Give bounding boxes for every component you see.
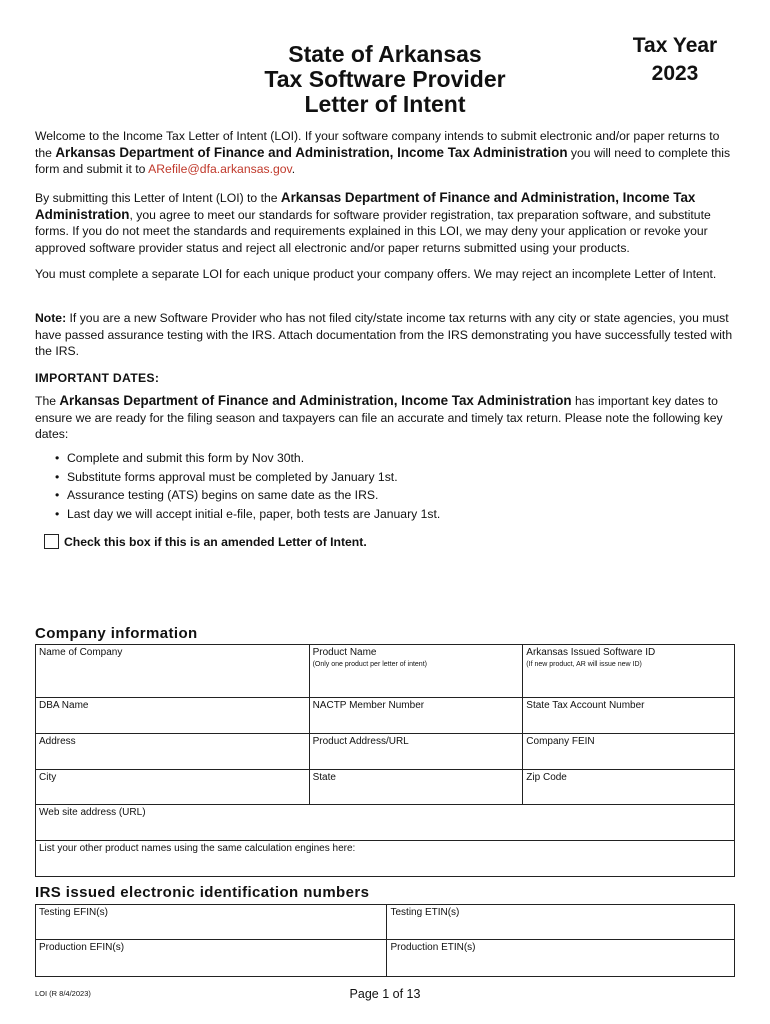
document-title — [200, 42, 570, 117]
amended-row — [44, 534, 367, 549]
email-link[interactable]: ARefile@dfa.arkansas.gov — [148, 162, 292, 176]
irs-numbers-table — [35, 904, 735, 977]
important-dates-paragraph — [35, 393, 735, 443]
agency-name-2: Arkansas Department of Finance and Administration, Income Tax Administration — [35, 190, 696, 222]
intro-paragraph — [35, 128, 735, 178]
production-etin-field[interactable] — [387, 940, 735, 977]
title-line-1: State of Arkansas — [288, 41, 482, 67]
amended-checkbox[interactable] — [44, 534, 59, 549]
intro-text-2: you will need to complete this form and submit it to — [35, 145, 731, 176]
company-info-table — [35, 644, 735, 877]
state-tax-account-field[interactable] — [523, 698, 735, 734]
dba-name-field[interactable] — [36, 698, 310, 734]
agreement-text: By submitting this Letter of Intent (LOI) to the — [35, 191, 281, 205]
field-label: Company FEIN — [526, 736, 595, 747]
name-of-company-field[interactable] — [36, 645, 310, 698]
title-line-3: Letter of Intent — [304, 91, 466, 117]
field-label: Testing ETIN(s) — [390, 907, 460, 918]
agency-name: Arkansas Department of Finance and Administration, Income Tax Administration — [55, 144, 568, 160]
field-label: Zip Code — [526, 772, 567, 783]
field-note: (If new product, AR will issue new ID) — [526, 661, 642, 668]
dates-text: The — [35, 394, 60, 408]
field-label: List your other product names using the same calculation engines here: — [39, 843, 356, 854]
list-item: • Last day we will accept initial e-file, paper, both tests are January 1st. — [55, 505, 440, 524]
field-label: Address — [39, 736, 76, 747]
field-label: Arkansas Issued Software ID — [526, 647, 656, 658]
product-name-field[interactable] — [309, 645, 523, 698]
dates-text-2: has important key dates to ensure we are ready for the filing season and taxpayers can file an accurate and timely tax return. Please note the following key dates: — [35, 394, 723, 441]
irs-heading: IRS issued electronic identification numbers — [35, 884, 370, 901]
field-label: City — [39, 772, 57, 783]
form-code: LOI (R 8/4/2023) — [35, 989, 91, 998]
product-address-field[interactable] — [309, 734, 523, 770]
nactp-field[interactable] — [309, 698, 523, 734]
field-label: Web site address (URL) — [39, 807, 146, 818]
field-note: (Only one product per letter of intent) — [312, 661, 427, 668]
list-item: • Complete and submit this form by Nov 30th. — [55, 449, 440, 468]
tax-year-block — [620, 32, 730, 88]
list-item: • Assurance testing (ATS) begins on same date as the IRS. — [55, 486, 440, 505]
note-text: If you are a new Software Provider who has not filed city/state income tax returns with any city or state agencies, you must have passed assurance testing with the IRS. Attach documentation from the IRS demonstrating you have successfully tested with the IRS. — [35, 311, 733, 358]
list-item: • Substitute forms approval must be completed by January 1st. — [55, 468, 440, 487]
company-info-heading: Company information — [35, 625, 198, 642]
agreement-text-2: , you agree to meet our standards for software provider registration, tax preparation software, and substitute forms. If you do not meet the standards and requirements explained in this LOI, we may deny your application or revoke your approved software provider status and reject all electronic and/or paper returns submitted using your products. — [35, 207, 711, 255]
field-label: DBA Name — [39, 700, 89, 711]
agency-name-3: Arkansas Department of Finance and Administration, Income Tax Administration — [59, 393, 572, 408]
field-label: Product Name — [312, 647, 377, 658]
field-label: Production EFIN(s) — [39, 942, 125, 953]
testing-etin-field[interactable] — [387, 905, 735, 940]
amended-label: Check this box if this is an amended Letter of Intent. — [64, 534, 367, 549]
agreement-paragraph — [35, 190, 735, 256]
intro-text: Welcome to the Income Tax Letter of Intent (LOI). If your software company intends to submit electronic and/or paper returns to the — [35, 129, 720, 160]
intro-period: . — [291, 162, 296, 176]
field-label: State Tax Account Number — [526, 700, 645, 711]
zip-field[interactable] — [523, 770, 735, 805]
testing-efin-field[interactable] — [36, 905, 387, 940]
city-field[interactable] — [36, 770, 310, 805]
website-field[interactable] — [36, 805, 735, 841]
field-label: Production ETIN(s) — [390, 942, 476, 953]
key-dates-list — [55, 449, 440, 523]
note-paragraph — [35, 310, 735, 360]
state-field[interactable] — [309, 770, 523, 805]
tax-year-label: Tax Year — [632, 34, 718, 57]
software-id-field[interactable] — [523, 645, 735, 698]
address-field[interactable] — [36, 734, 310, 770]
page-number: Page 1 of 13 — [349, 987, 421, 1001]
title-line-2: Tax Software Provider — [264, 66, 506, 92]
tax-year-value: 2023 — [651, 62, 699, 85]
field-label: Testing EFIN(s) — [39, 907, 108, 918]
separate-loi-paragraph: You must complete a separate LOI for each unique product your company offers. We may reject an incomplete Letter of Intent. — [35, 267, 717, 281]
field-label: NACTP Member Number — [312, 700, 425, 711]
field-label: Product Address/URL — [312, 736, 409, 747]
field-label: Name of Company — [39, 647, 123, 658]
important-dates-heading: IMPORTANT DATES: — [35, 371, 160, 385]
other-products-field[interactable] — [36, 841, 735, 877]
production-efin-field[interactable] — [36, 940, 387, 977]
field-label: State — [312, 772, 336, 783]
fein-field[interactable] — [523, 734, 735, 770]
note-label: Note: — [35, 311, 67, 325]
